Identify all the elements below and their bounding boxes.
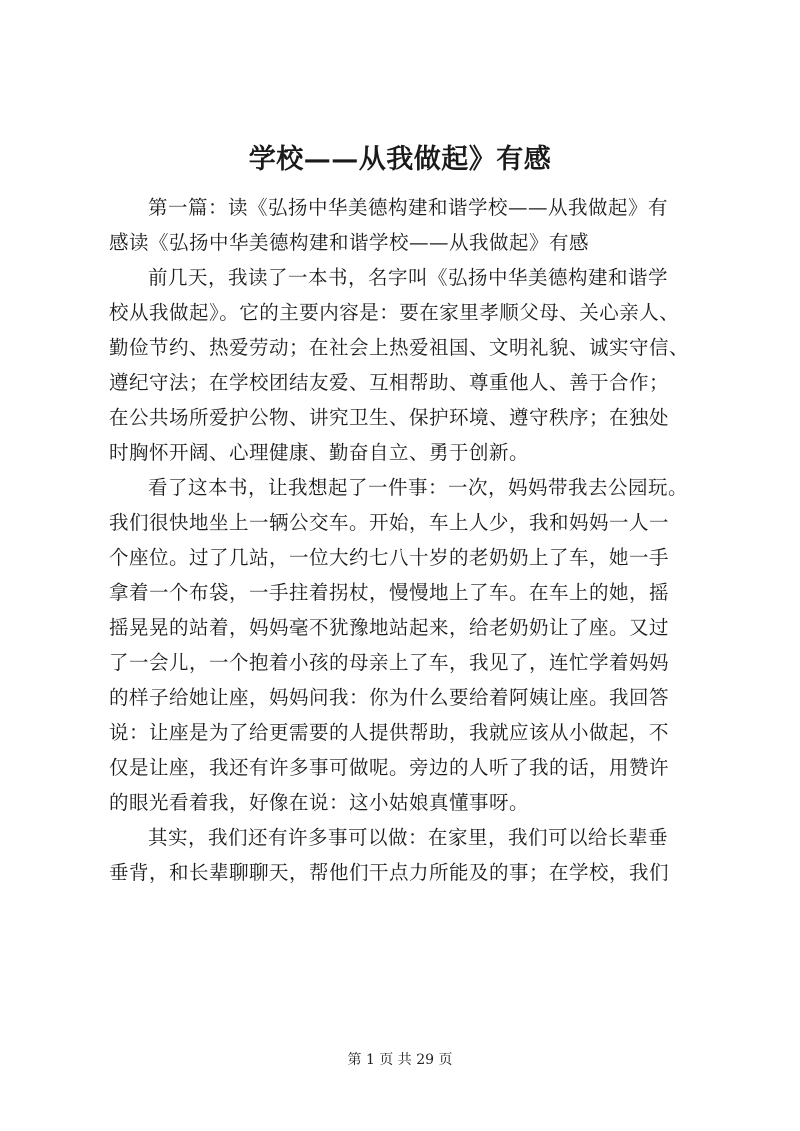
text-line: 勤俭节约、热爱劳动；在社会上热爱祖国、文明礼貌、诚实守信、 xyxy=(109,336,690,359)
text-line: 拿着一个布袋，一手拄着拐杖，慢慢地上了车。在车上的她，摇 xyxy=(109,581,670,604)
text-line: 摇晃晃的站着，妈妈毫不犹豫地站起来，给老奶奶让了座。又过 xyxy=(109,616,670,639)
text-line: 前几天，我读了一本书，名字叫《弘扬中华美德构建和谐学 xyxy=(148,266,669,289)
text-line: 其实，我们还有许多事可以做：在家里，我们可以给长辈垂 xyxy=(148,826,669,849)
text-line: 仅是让座，我还有许多事可做呢。旁边的人听了我的话，用赞许 xyxy=(109,756,670,779)
text-line: 的样子给她让座，妈妈问我：你为什么要给着阿姨让座。我回答 xyxy=(109,686,670,709)
paragraph-3 xyxy=(109,470,699,820)
text-line: 个座位。过了几站，一位大约七八十岁的老奶奶上了车，她一手 xyxy=(109,546,670,569)
text-line: 在公共场所爱护公物、讲究卫生、保护环境、遵守秩序；在独处 xyxy=(109,406,670,429)
paragraph-1 xyxy=(109,190,699,260)
page-footer: 第 1 页 共 29 页 xyxy=(347,1052,453,1068)
text-line: 说：让座是为了给更需要的人提供帮助，我就应该从小做起，不 xyxy=(109,721,670,744)
text-line: 第一篇：读《弘扬中华美德构建和谐学校——从我做起》有 xyxy=(148,196,669,219)
text-line: 时胸怀开阔、心理健康、勤奋自立、勇于创新。 xyxy=(109,441,530,464)
text-line: 垂背，和长辈聊聊天，帮他们干点力所能及的事；在学校，我们 xyxy=(109,861,670,884)
paragraph-4 xyxy=(109,820,699,890)
document-body xyxy=(109,190,699,890)
text-line: 感读《弘扬中华美德构建和谐学校——从我做起》有感 xyxy=(109,231,590,254)
text-line: 遵纪守法；在学校团结友爱、互相帮助、尊重他人、善于合作； xyxy=(109,371,670,394)
text-line: 看了这本书，让我想起了一件事：一次，妈妈带我去公园玩。 xyxy=(148,476,689,499)
document-title: 学校——从我做起》有感 xyxy=(248,144,552,175)
paragraph-2 xyxy=(109,260,699,470)
text-line: 校从我做起》。它的主要内容是：要在家里孝顺父母、关心亲人、 xyxy=(109,301,680,324)
text-line: 的眼光看着我，好像在说：这小姑娘真懂事呀。 xyxy=(109,791,530,814)
text-line: 了一会儿，一个抱着小孩的母亲上了车，我见了，连忙学着妈妈 xyxy=(109,651,670,674)
text-line: 我们很快地坐上一辆公交车。开始，车上人少，我和妈妈一人一 xyxy=(109,511,670,534)
